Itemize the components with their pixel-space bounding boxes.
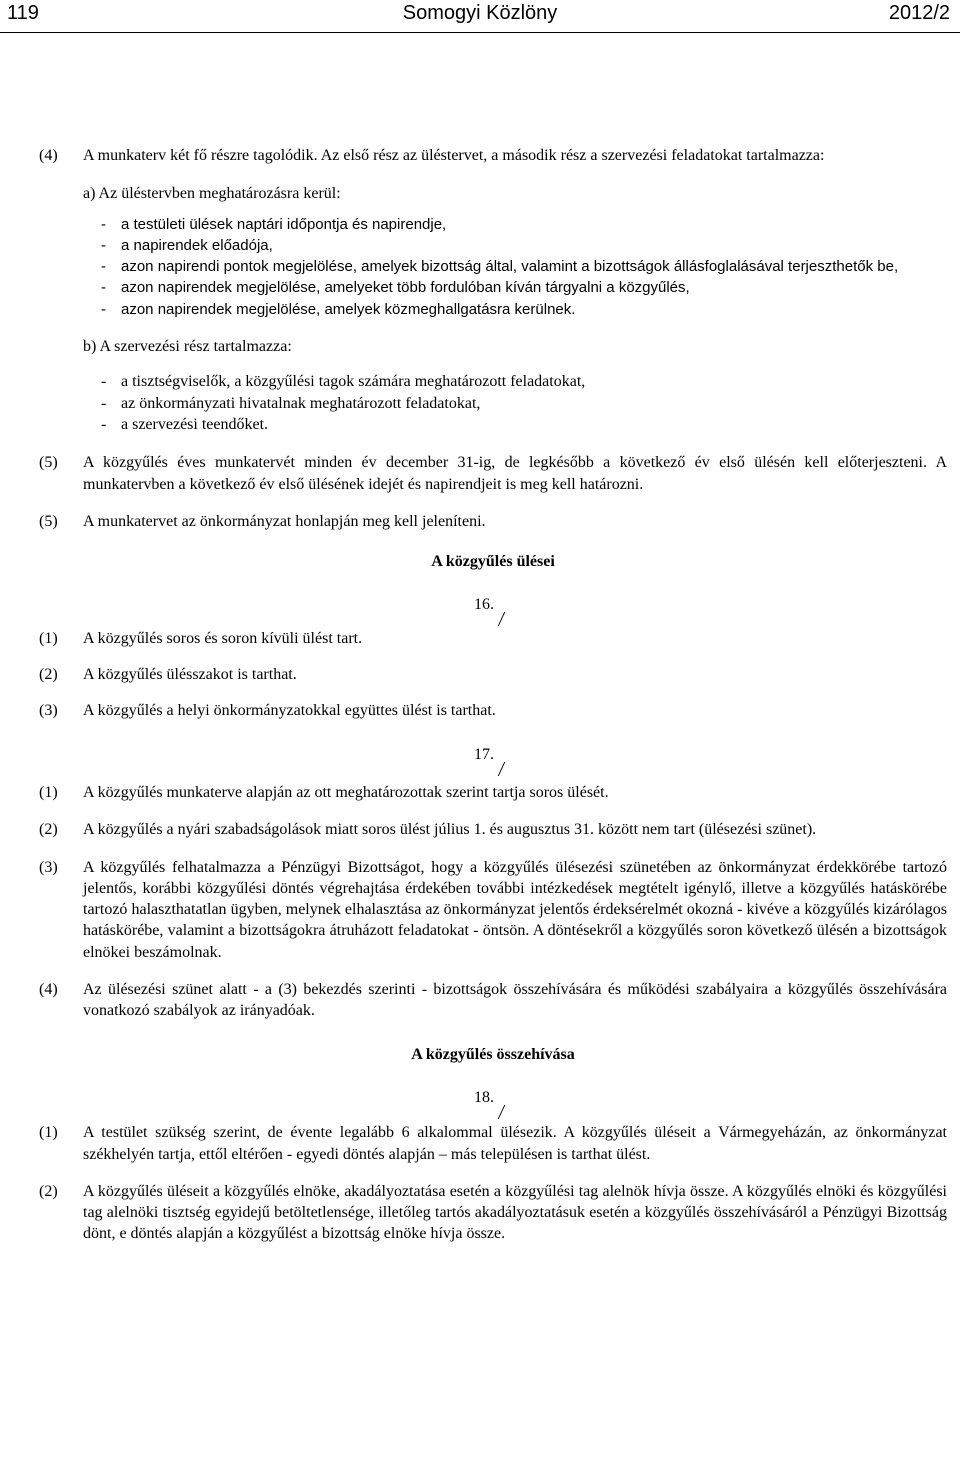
paragraph-text: A közgyűlés a nyári szabadságolások miatt soros ülést július 1. és augusztus 31. között nem tart (ülésezési szünet). <box>83 821 817 839</box>
paragraph-text: A munkatervet az önkormányzat honlapján meg kell jeleníteni. <box>83 512 486 530</box>
part-b-label: b) A szervezési rész tartalmazza: <box>83 338 292 356</box>
section-17-paragraph-1 <box>39 782 947 803</box>
paragraph-5a <box>39 452 947 495</box>
paragraph-text: A közgyűlés soros és soron kívüli ülést tart. <box>83 629 363 647</box>
paragraph-text: A testület szükség szerint, de évente legalább 6 alkalommal ülésezik. A közgyűlés üléseit a Vármegyeházán, az önkormányzat székhelyén tartja, ettől eltérően - egyedi döntés alapján – más településen is tarthat ülést. <box>83 1124 947 1163</box>
paragraph-number: (5) <box>39 512 58 530</box>
section-16-paragraph-1 <box>39 628 947 649</box>
section-number: 16. <box>474 596 494 614</box>
paragraph-text: A munkaterv két fő részre tagolódik. Az első rész az üléstervet, a második rész a szervezési feladatokat tartalmazza: <box>83 147 825 164</box>
issue-number: 2012/2 <box>888 2 950 24</box>
paragraph-5b <box>39 511 947 532</box>
list-item-text: azon napirendi pontok megjelölése, amelyek bizottság által, valamint a bizottságok állásfoglalásával terjeszthetők be, <box>121 258 899 276</box>
publication-title: Somogyi Közlöny <box>402 2 558 24</box>
paragraph-text: A közgyűlés a helyi önkormányzatokkal együttes ülést is tarthat. <box>83 702 496 720</box>
list-item-text: a testületi ülések naptári időpontja és napirendje, <box>121 215 447 233</box>
list-item <box>101 235 947 256</box>
dash-bullet: - <box>101 236 106 254</box>
dash-bullet: - <box>101 300 106 318</box>
list-item-text: a napirendek előadója, <box>121 236 273 254</box>
paragraph-number: (4) <box>39 981 58 999</box>
list-item <box>101 256 947 277</box>
section-18-paragraph-2 <box>39 1181 947 1245</box>
paragraph-text: A közgyűlés éves munkatervét minden év december 31-ig, de legkésőbb a következő év első ülésén kell előterjeszteni. A munkatervben a következő év első ülésének idejét és napirendjeit is meg kell határozni. <box>83 454 947 493</box>
paragraph-number: (5) <box>39 454 58 472</box>
heading-sessions: A közgyűlés ülései <box>431 553 555 571</box>
dash-bullet: - <box>101 279 106 297</box>
list-item <box>101 393 947 414</box>
dash-bullet: - <box>101 258 106 276</box>
dash-bullet: - <box>101 215 106 233</box>
paragraph-4-intro <box>39 145 947 166</box>
list-item <box>101 371 947 392</box>
section-16-paragraph-2 <box>39 664 947 685</box>
document-body <box>39 145 947 1245</box>
section-16-paragraph-3 <box>39 700 947 721</box>
list-item <box>101 214 947 235</box>
paragraph-number: (1) <box>39 1124 58 1142</box>
paragraph-number: (2) <box>39 1182 58 1200</box>
section-17-paragraph-2 <box>39 819 947 840</box>
page-number: 119 <box>7 2 39 24</box>
paragraph-number: (4) <box>39 147 58 164</box>
part-a-list <box>101 214 947 320</box>
section-number: 17. <box>474 745 494 763</box>
list-item-text: azon napirendek megjelölése, amelyek közmeghallgatásra kerülnek. <box>121 300 576 318</box>
paragraph-text: A közgyűlés felhatalmazza a Pénzügyi Bizottságot, hogy a közgyűlés ülésezési szünetében az önkormányzat érdekkörébe tartozó jelentős, korábbi közgyűlési döntés végrehajtása érdekében további intézkedések megtételt igénylő, illetve a közgyűlés hatáskörébe tartozó halaszthatatlan ügyben, melynek elhalasztása az önkormányzat jelentős érdeksérelmét okozná - kivéve a közgyűlés kizárólagos hatáskörébe, valamint a bizottságokra átruházott feladatokat - öntsön. A döntésekről a közgyűlés soron következő ülésén a bizottságok elnökei beszámolnak. <box>83 858 947 961</box>
paragraph-number: (2) <box>39 821 58 839</box>
part-b-list <box>101 371 947 435</box>
paragraph-number: (3) <box>39 858 58 876</box>
dash-bullet: - <box>101 415 107 433</box>
section-18-title <box>39 1087 947 1108</box>
paragraph-text: A közgyűlés munkaterve alapján az ott meghatározottak szerint tartja soros ülését. <box>83 783 609 801</box>
paragraph-text: A közgyűlés ülésszakot is tarthat. <box>83 666 297 684</box>
list-item-text: azon napirendek megjelölése, amelyeket több fordulóban kíván tárgyalni a közgyűlés, <box>121 279 690 297</box>
heading-convening: A közgyűlés összehívása <box>411 1045 575 1063</box>
paragraph-number: (1) <box>39 629 58 647</box>
paragraph-number: (2) <box>39 666 58 684</box>
part-a-label: a) Az üléstervben meghatározásra kerül: <box>83 185 341 203</box>
list-item-text: a szervezési teendőket. <box>121 415 269 433</box>
header-rule <box>0 32 960 33</box>
list-item-text: a tisztségviselők, a közgyűlési tagok számára meghatározott feladatokat, <box>121 373 586 391</box>
page-header <box>0 0 960 34</box>
list-item <box>101 277 947 298</box>
paragraph-number: (1) <box>39 783 58 801</box>
paragraph-text: Az ülésezési szünet alatt - a (3) bekezdés szerinti - bizottságok összehívására és működési szabályaira a közgyűlés összehívására vonatkozó szabályok az irányadóak. <box>83 981 947 1020</box>
section-17-paragraph-3 <box>39 857 947 963</box>
dash-bullet: - <box>101 394 107 412</box>
section-18-paragraph-1 <box>39 1122 947 1165</box>
dash-bullet: - <box>101 373 107 391</box>
list-item-text: az önkormányzati hivatalnak meghatározott feladatokat, <box>121 394 481 412</box>
section-17-title <box>39 744 947 765</box>
list-item <box>101 414 947 435</box>
paragraph-number: (3) <box>39 702 58 720</box>
list-item <box>101 299 947 320</box>
section-16-title <box>39 594 947 615</box>
section-number: 18. <box>474 1088 494 1106</box>
section-17-paragraph-4 <box>39 979 947 1022</box>
paragraph-text: A közgyűlés üléseit a közgyűlés elnöke, akadályoztatása esetén a közgyűlési tag alelnök hívja össze. A közgyűlés elnöki és közgyűlési tag alelnöki tisztség egyidejű betöltetlensége, illetőleg tartós akadályoztatásuk esetén a közgyűlés összehívásáról a Pénzügyi Bizottság dönt, e döntés alapján a közgyűlést a bizottság elnöke hívja össze. <box>83 1182 947 1243</box>
